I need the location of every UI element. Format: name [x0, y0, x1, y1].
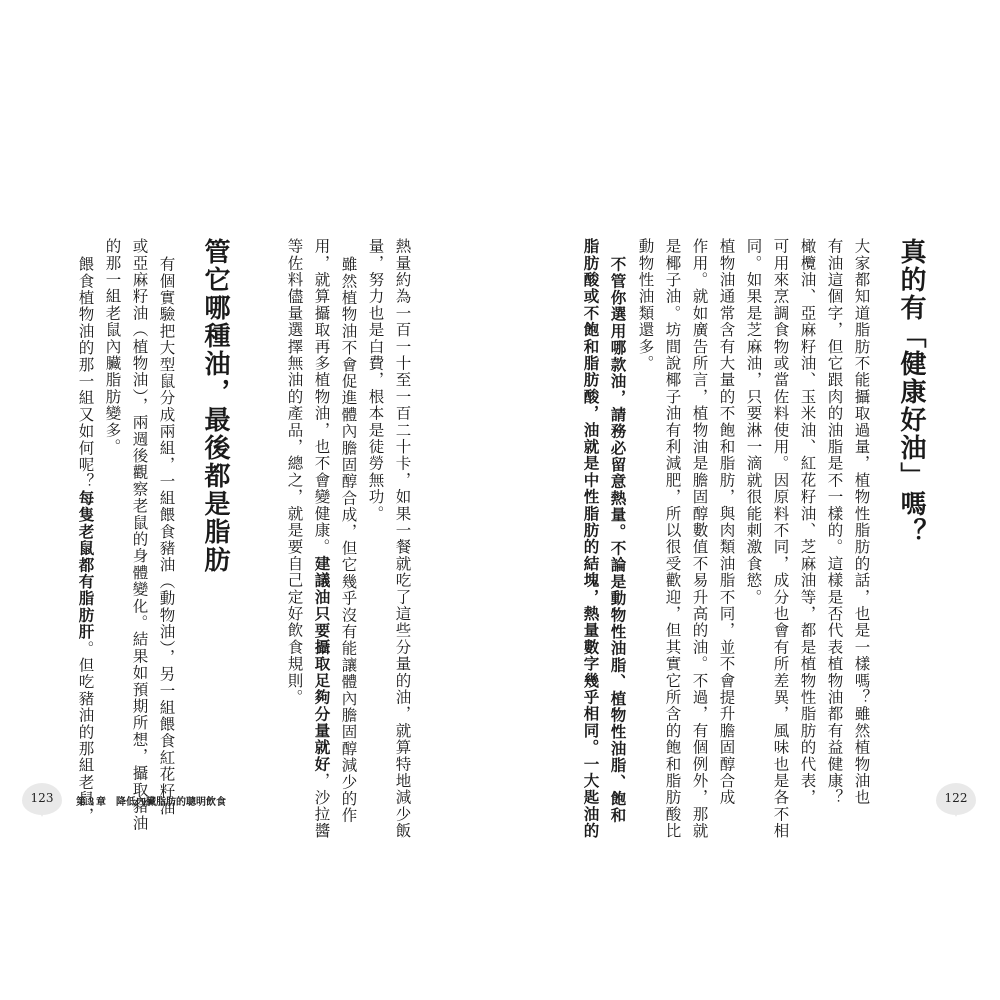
plain-text: 用，就算攝取再多植物油，也不會變健康。 [312, 238, 331, 556]
paragraph-column: 有油這個字，但它跟肉的油脂是不一樣的。這樣是否代表植物油都有益健康？ [825, 238, 844, 806]
section-heading-healthy-oil: 真的有「健康好油」嗎？ [896, 238, 926, 546]
speech-bubble-tail [952, 809, 960, 817]
plain-text: 。但吃豬油的那組老鼠， [76, 640, 95, 824]
paragraph-column-mixed [313, 238, 330, 839]
paragraph-column: 橄欖油、亞麻籽油、玉米油、紅花籽油、芝麻油等，都是植物性脂肪的代表， [798, 238, 817, 806]
paragraph-column: 或亞麻籽油（植物油），兩週後觀察老鼠的身體變化。結果如預期所想，攝取豬油 [130, 238, 149, 832]
speech-bubble-tail [38, 809, 46, 817]
bold-emphasis: 每隻老鼠都有脂肪肝 [76, 489, 96, 641]
paragraph-column: 動物性油類還多。 [636, 238, 655, 372]
paragraph-column: 熱量約為一百一十至一百二十卡，如果一餐就吃了這些分量的油，就算特地減少飯 [393, 238, 412, 840]
page-number-badge-left [22, 783, 62, 823]
paragraph-column: 有個實驗把大型鼠分成兩組，一組餵食豬油（動物油），另一組餵食紅花籽油 [157, 256, 176, 817]
paragraph-column: 是椰子油。坊間說椰子油有利減肥，所以很受歡迎，但其實它所含的飽和脂肪酸比 [663, 238, 682, 840]
paragraph-column: 同。如果是芝麻油，只要淋一滴就很能刺激食慾。 [744, 238, 763, 606]
paragraph-column: 可用來烹調食物或當佐料使用。因原料不同，成分也會有所差異，風味也是各不相 [771, 238, 790, 840]
page-number: 123 [30, 791, 54, 805]
page-number: 122 [944, 791, 968, 805]
page-number-badge-right [936, 783, 976, 823]
section-heading-all-fat: 管它哪種油，最後都是脂肪 [200, 238, 230, 574]
paragraph-column: 植物油通常含有大量的不飽和脂肪，與肉類油脂不同，並不會提升膽固醇合成 [717, 238, 736, 806]
chapter-running-header: 第３章 降低內臟脂肪的聰明飲食 [76, 797, 226, 808]
paragraph-column: 等佐料儘量選擇無油的產品，總之，就是要自己定好飲食規則。 [285, 238, 304, 706]
paragraph-column: 作用。就如廣告所言，植物油是膽固醇數值不易升高的油。不過，有個例外，那就 [690, 238, 709, 840]
paragraph-column: 大家都知道脂肪不能攝取過量，植物性脂肪的話，也是一樣嗎？雖然植物油也 [852, 238, 871, 806]
paragraph-column: 量，努力也是白費，根本是徒勞無功。 [366, 238, 385, 522]
paragraph-column-mixed [77, 256, 94, 824]
plain-text: 餵食植物油的那一組又如何呢？ [76, 256, 95, 490]
paragraph-column: 雖然植物油不會促進體內膽固醇合成，但它幾乎沒有能讓體內膽固醇減少的作 [339, 256, 358, 824]
bold-paragraph-column: 脂肪酸或不飽和脂肪酸，油就是中性脂肪的結塊，熱量數字幾乎相同。一大匙油的 [581, 238, 601, 840]
bold-emphasis: 建議油只要攝取足夠分量就好 [312, 555, 332, 773]
bold-paragraph-column: 不管你選用哪款油，請務必留意熱量。不論是動物性油脂、植物性油脂、飽和 [608, 256, 628, 824]
plain-text: ，沙拉醬 [312, 772, 331, 840]
paragraph-column: 的那一組老鼠內臟脂肪變多。 [103, 238, 122, 456]
